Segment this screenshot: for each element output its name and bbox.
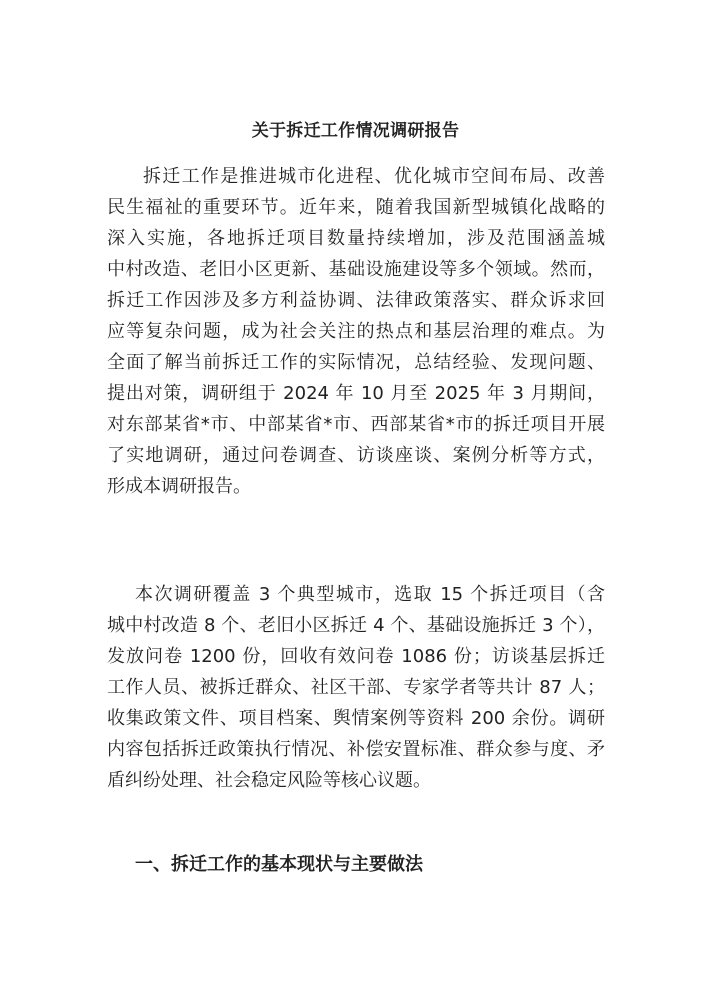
paragraph-line: 收集政策文件、项目档案、舆情案例等资料 200 余份。调研 bbox=[107, 708, 605, 729]
paragraph-line: 中村改造、老旧小区更新、基础设施建设等多个领域。然而， bbox=[107, 259, 605, 280]
paragraph-line: 了实地调研，通过问卷调查、访谈座谈、案例分析等方式， bbox=[107, 445, 605, 466]
paragraph-line: 本次调研覆盖 3 个典型城市，选取 15 个拆迁项目（含 bbox=[135, 584, 605, 605]
paragraph-line: 工作人员、被拆迁群众、社区干部、专家学者等共计 87 人； bbox=[107, 677, 605, 698]
paragraph-line: 全面了解当前拆迁工作的实际情况，总结经验、发现问题、 bbox=[107, 352, 605, 373]
paragraph-line: 拆迁工作因涉及多方利益协调、法律政策落实、群众诉求回 bbox=[107, 290, 605, 311]
paragraph-line: 民生福祉的重要环节。近年来，随着我国新型城镇化战略的 bbox=[107, 197, 605, 218]
paragraph-line: 提出对策，调研组于 2024 年 10 月至 2025 年 3 月期间， bbox=[107, 383, 605, 404]
paragraph-line: 深入实施，各地拆迁项目数量持续增加，涉及范围涵盖城 bbox=[107, 228, 605, 249]
intro-paragraph bbox=[107, 161, 605, 502]
paragraph-line: 形成本调研报告。 bbox=[107, 476, 251, 497]
paragraph-line: 对东部某省*市、中部某省*市、西部某省*市的拆迁项目开展 bbox=[107, 414, 605, 435]
section-heading: 一、拆迁工作的基本现状与主要做法 bbox=[135, 854, 423, 875]
paragraph-line: 城中村改造 8 个、老旧小区拆迁 4 个、基础设施拆迁 3 个）， bbox=[107, 615, 605, 636]
paragraph-line: 拆迁工作是推进城市化进程、优化城市空间布局、改善 bbox=[143, 166, 605, 187]
paragraph-line: 内容包括拆迁政策执行情况、补偿安置标准、群众参与度、矛 bbox=[107, 739, 605, 760]
paragraph-line: 盾纠纷处理、社会稳定风险等核心议题。 bbox=[107, 770, 431, 791]
paragraph-line: 发放问卷 1200 份，回收有效问卷 1086 份；访谈基层拆迁 bbox=[107, 646, 605, 667]
document-title: 关于拆迁工作情况调研报告 bbox=[251, 121, 460, 141]
paragraph-line: 应等复杂问题，成为社会关注的热点和基层治理的难点。为 bbox=[107, 321, 605, 342]
scope-paragraph bbox=[107, 579, 605, 796]
